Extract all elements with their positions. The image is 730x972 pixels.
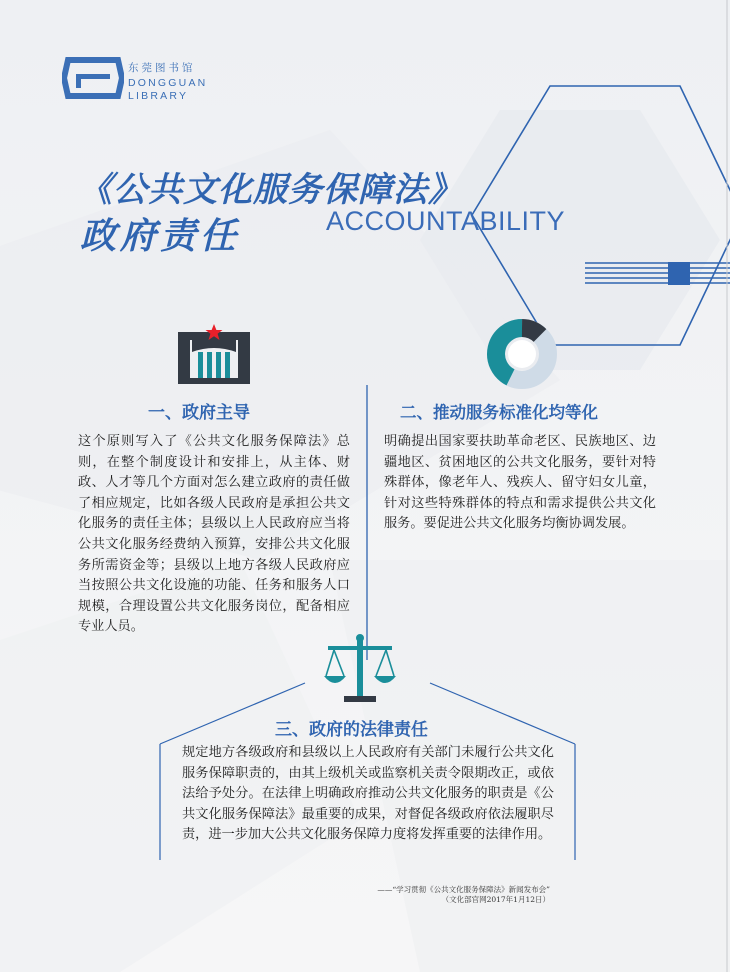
donut-chart-icon [486, 318, 558, 390]
page-title-english: ACCOUNTABILITY [326, 206, 566, 236]
section-text-3: 规定地方各级政府和县级以上人民政府有关部门未履行公共文化服务保障职责的，由其上级机关或监察机关责令限期改正，或依法给予处分。在法律上明确政府推动公共文化服务的职责是《公共文化服务保障法》最重要的成果，对督促各级政府依法履职尽责，进一步加大公共文化服务保障力度将发挥重要的法律作用。 [182, 745, 554, 843]
logo-name-en-1: DONGGUAN [128, 77, 208, 89]
logo-name-en-2: LIBRARY [128, 90, 189, 102]
section-text-1: 这个原则写入了《公共文化服务保障法》总则，在整个制度设计和安排上，从主体、财政、人才等几个方面对怎么建立政府的责任做了相应规定，比如各级人民政府是承担公共文化服务的责任主体；县级以上人民政府应当将公共文化服务经费纳入预算，安排公共文化服务所需资金等；县级以上地方各级人民政府应当按照公共文化设施的功能、任务和服务人口规模，合理设置公共文化服务岗位，配备相应专业人员。 [78, 434, 350, 635]
section-heading-3: 三、政府的法律责任 [275, 720, 428, 740]
section-heading-1: 一、政府主导 [148, 403, 250, 423]
library-logo-icon [62, 56, 124, 100]
government-building-icon [178, 322, 250, 384]
source-credit-line-1: ——“学习贯彻《公共文化服务保障法》新闻发布会” [377, 885, 550, 894]
scales-of-justice-icon [322, 632, 398, 706]
library-logo [62, 56, 282, 106]
logo-name-cn: 东莞图书馆 [128, 62, 196, 74]
source-credit [350, 885, 550, 905]
source-credit-line-2: （文化部官网2017年1月12日） [441, 895, 550, 904]
section-text-2: 明确提出国家要扶助革命老区、民族地区、边疆地区、贫困地区的公共文化服务，要针对特殊群体，像老年人、残疾人、留守妇女儿童，针对这些特殊群体的特点和需求提供公共文化服务。要促进公共文化服务均衡协调发展。 [384, 434, 656, 532]
section-heading-2: 二、推动服务标准化均等化 [400, 403, 598, 422]
page-subtitle: 政府责任 [80, 216, 241, 257]
page-title: 《公共文化服务保障法》 [78, 170, 463, 210]
